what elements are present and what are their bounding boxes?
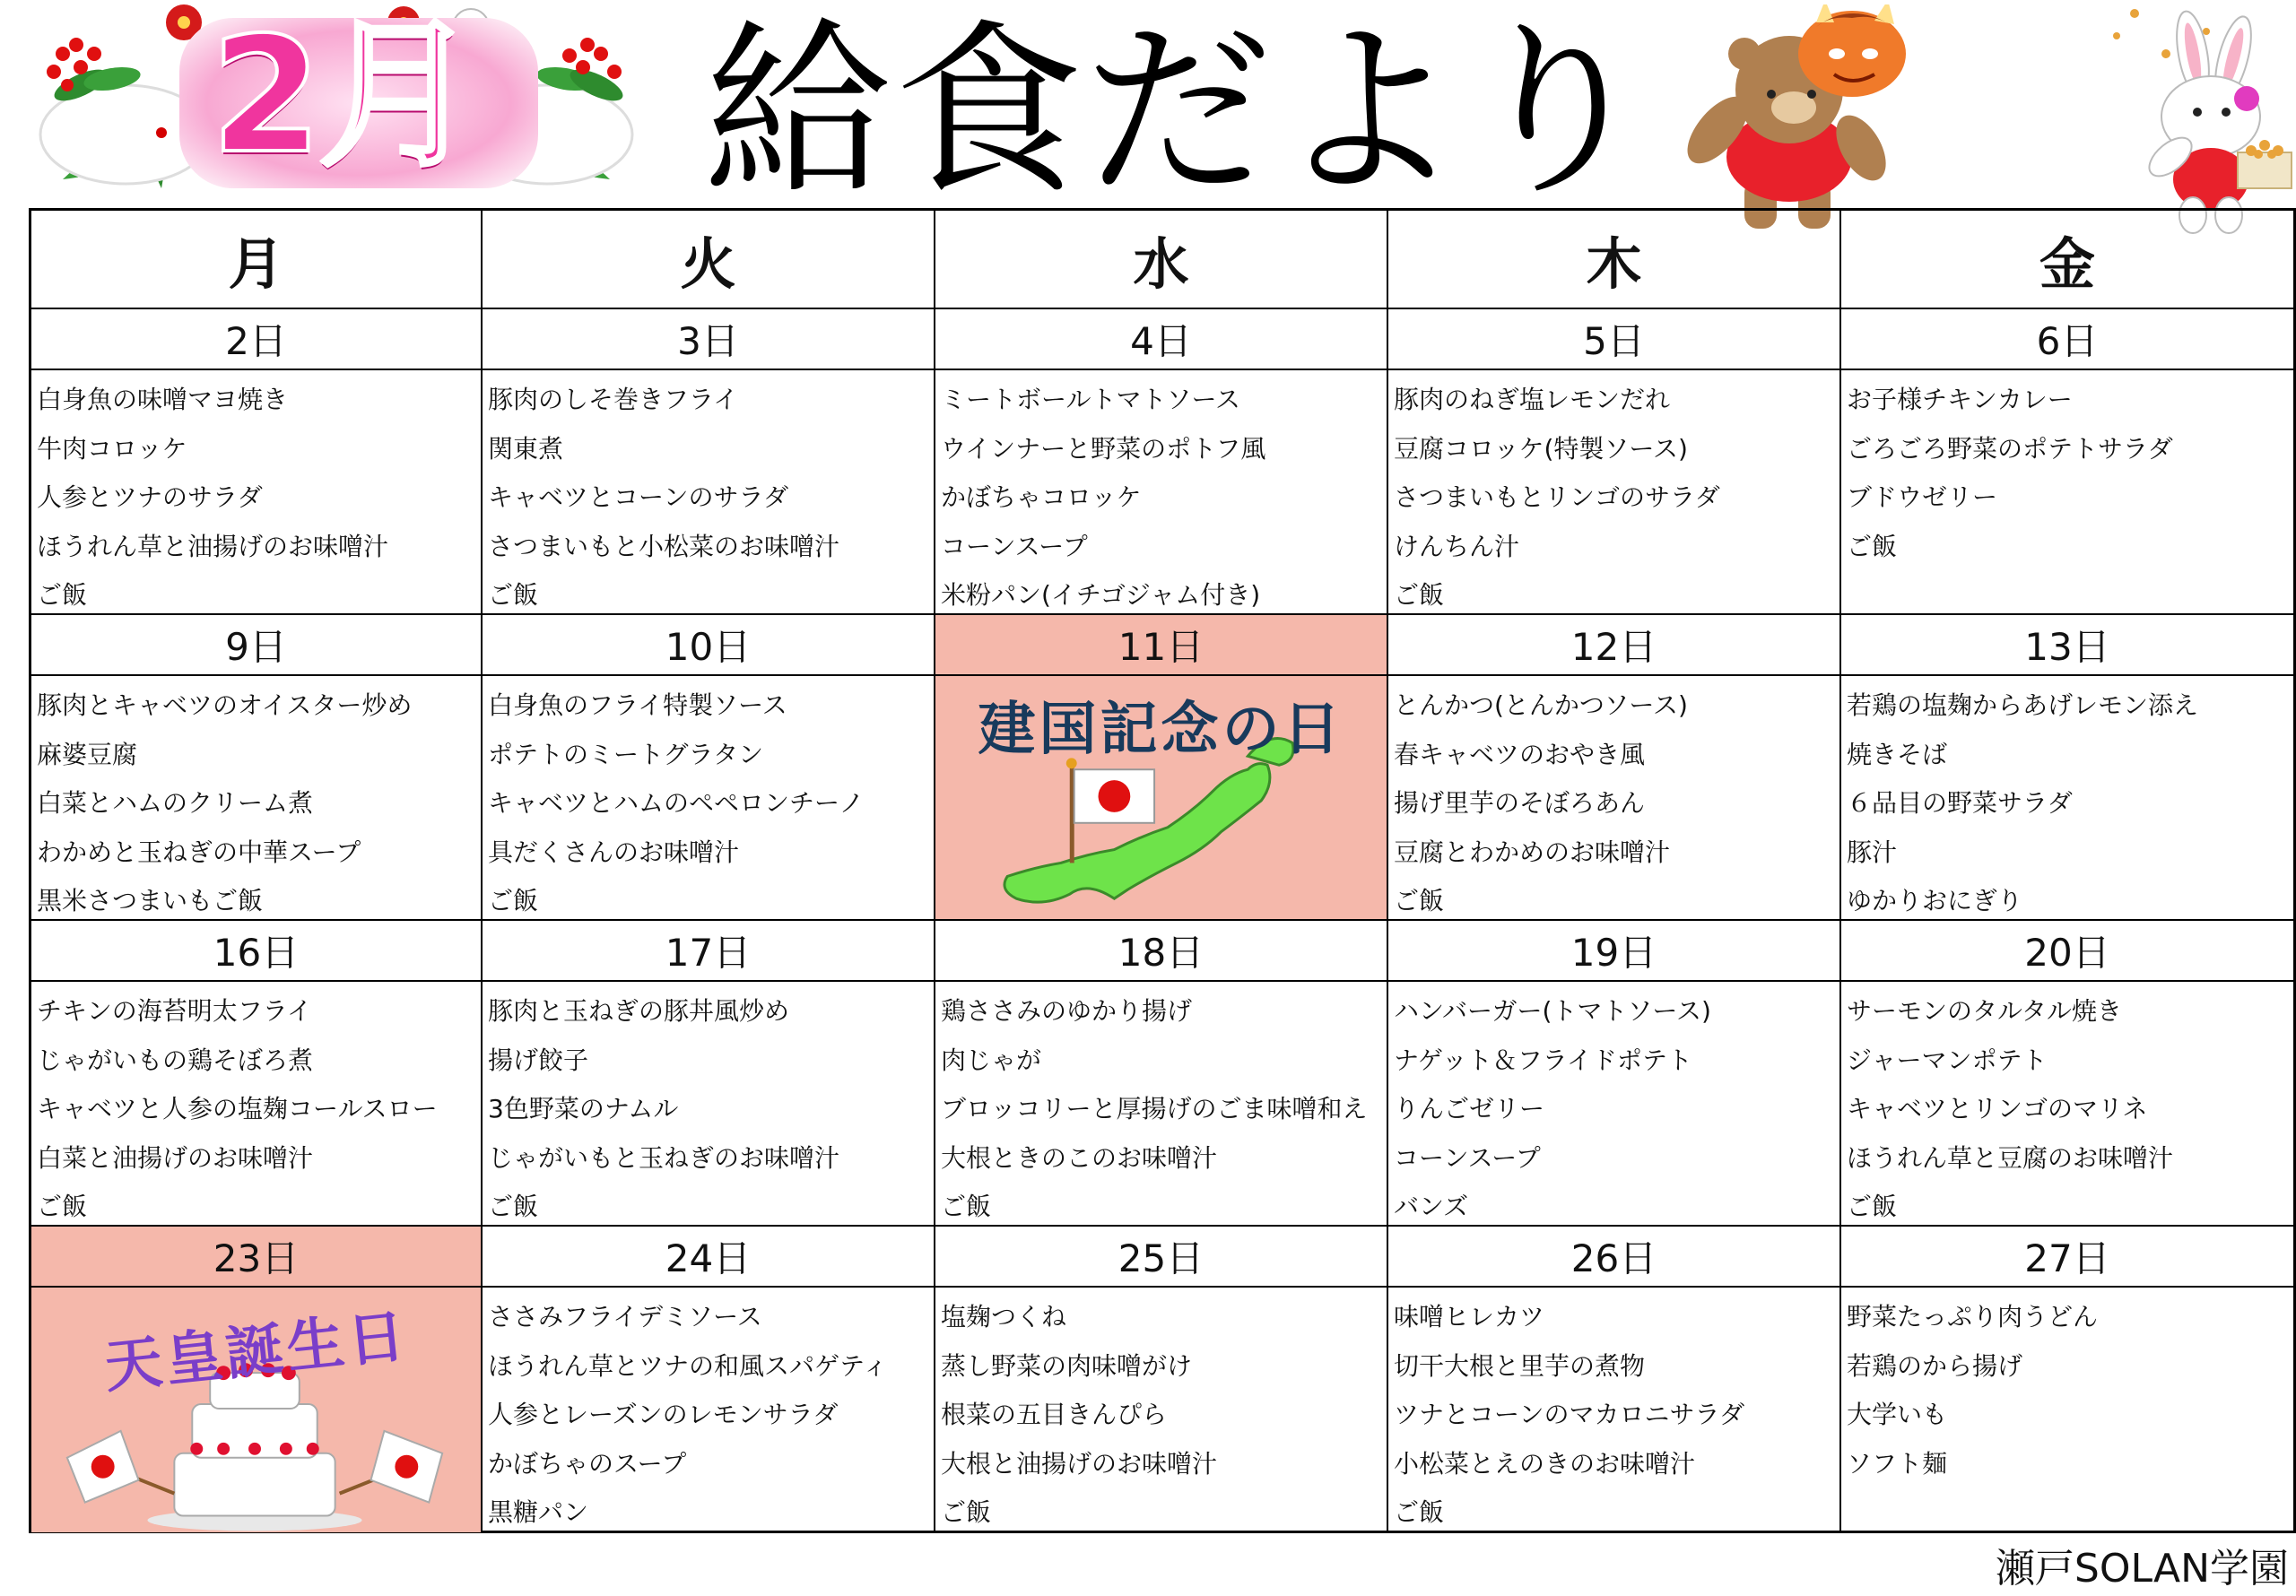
menu-item: ブドウゼリー bbox=[1847, 482, 1998, 512]
menu-item: 揚げ里芋のそぼろあん bbox=[1394, 788, 1646, 818]
menu-item: 小松菜とえのきのお味噌汁 bbox=[1394, 1448, 1696, 1479]
day-menu bbox=[31, 676, 483, 921]
menu-item: 豚肉のしそ巻きフライ bbox=[488, 385, 739, 414]
day-date: 3日 bbox=[483, 309, 935, 370]
menu-item: コーンスープ bbox=[941, 531, 1088, 561]
menu-item: ポテトのミートグラタン bbox=[488, 739, 764, 769]
menu-item: 切干大根と里芋の煮物 bbox=[1394, 1350, 1646, 1381]
menu-item: 牛肉コロッケ bbox=[37, 433, 187, 464]
day-date: 26日 bbox=[1388, 1227, 1841, 1288]
menu-item: 黒米さつまいもご飯 bbox=[37, 886, 264, 915]
menu-list bbox=[1388, 982, 1839, 1227]
menu-item: 根菜の五目きんぴら bbox=[941, 1400, 1168, 1429]
menu-item: 3色野菜のナムル bbox=[488, 1094, 679, 1123]
menu-item: 豚肉のねぎ塩レモンだれ bbox=[1394, 385, 1671, 414]
menu-item: じゃがいもの鶏そぼろ煮 bbox=[37, 1045, 314, 1075]
menu-item: キャベツとハムのペペロンチーノ bbox=[488, 788, 865, 818]
menu-list bbox=[935, 1288, 1387, 1532]
menu-list bbox=[483, 676, 934, 921]
menu-list bbox=[935, 982, 1387, 1227]
menu-item: ツナとコーンのマカロニサラダ bbox=[1394, 1400, 1745, 1429]
school-name: 瀬戸SOLAN学園 bbox=[1995, 1546, 2289, 1592]
holiday-name: 建国記念の日 bbox=[978, 697, 1344, 763]
menu-item: キャベツと人参の塩麹コールスロー bbox=[37, 1094, 438, 1123]
menu-item: ご飯 bbox=[1847, 1192, 1898, 1221]
menu-item: ごろごろ野菜のポテトサラダ bbox=[1847, 433, 2173, 464]
menu-item: チキンの海苔明太フライ bbox=[37, 996, 312, 1026]
menu-item: ご飯 bbox=[941, 1192, 992, 1221]
menu-item: 蒸し野菜の肉味噌がけ bbox=[941, 1350, 1193, 1381]
menu-item: 白菜とハムのクリーム煮 bbox=[37, 788, 314, 818]
menu-item: 関東煮 bbox=[488, 433, 564, 464]
menu-item: ご飯 bbox=[1847, 531, 1898, 561]
menu-item: ほうれん草とツナの和風スパゲティ bbox=[488, 1350, 888, 1381]
menu-list bbox=[1388, 370, 1839, 615]
day-date: 6日 bbox=[1841, 309, 2293, 370]
menu-list bbox=[483, 982, 934, 1227]
menu-item: ほうれん草と豆腐のお味噌汁 bbox=[1847, 1142, 2174, 1173]
menu-item: 人参とツナのサラダ bbox=[37, 482, 263, 512]
menu-list bbox=[1388, 1288, 1839, 1532]
day-date: 18日 bbox=[935, 921, 1388, 982]
menu-item: キャベツとコーンのサラダ bbox=[488, 482, 789, 512]
page-header bbox=[0, 0, 2296, 221]
menu-item: ご飯 bbox=[488, 580, 539, 610]
day-menu bbox=[1841, 1288, 2293, 1532]
menu-item: 豆腐とわかめのお味噌汁 bbox=[1394, 837, 1671, 867]
holiday-illustration bbox=[31, 1288, 483, 1532]
weekday-tuesday: 火 bbox=[483, 211, 935, 309]
day-date: 10日 bbox=[483, 615, 935, 676]
menu-item: 野菜たっぷり肉うどん bbox=[1847, 1302, 2099, 1331]
menu-item: ご飯 bbox=[1394, 1497, 1445, 1527]
menu-item: ナゲット＆フライドポテト bbox=[1394, 1045, 1692, 1075]
menu-item: 豚汁 bbox=[1847, 837, 1898, 867]
holiday-illustration bbox=[935, 676, 1388, 921]
day-date: 20日 bbox=[1841, 921, 2293, 982]
day-menu bbox=[483, 370, 935, 615]
menu-item: わかめと玉ねぎの中華スープ bbox=[37, 837, 361, 867]
menu-item: 揚げ餃子 bbox=[488, 1045, 589, 1075]
day-date: 4日 bbox=[935, 309, 1388, 370]
day-date: 12日 bbox=[1388, 615, 1841, 676]
month-label: 2月 bbox=[211, 3, 474, 188]
menu-item: ミートボールトマトソース bbox=[941, 385, 1241, 414]
menu-item: バンズ bbox=[1394, 1192, 1469, 1221]
menu-list bbox=[483, 370, 934, 615]
menu-item: 大根と油揚げのお味噌汁 bbox=[941, 1448, 1218, 1479]
menu-item: 味噌ヒレカツ bbox=[1394, 1302, 1545, 1331]
menu-item: さつまいもとリンゴのサラダ bbox=[1394, 482, 1720, 512]
menu-item: コーンスープ bbox=[1394, 1142, 1541, 1173]
day-menu bbox=[1388, 1288, 1841, 1532]
menu-item: 若鶏のから揚げ bbox=[1847, 1350, 2023, 1381]
menu-item: けんちん汁 bbox=[1394, 531, 1520, 561]
menu-item: ハンバーガー(トマトソース) bbox=[1394, 996, 1711, 1026]
day-menu bbox=[935, 370, 1388, 615]
menu-item: ご飯 bbox=[488, 1192, 539, 1221]
menu-item: 大根ときのこのお味噌汁 bbox=[941, 1142, 1218, 1173]
day-date: 5日 bbox=[1388, 309, 1841, 370]
menu-item: ジャーマンポテト bbox=[1847, 1045, 2048, 1075]
menu-list bbox=[1841, 982, 2293, 1227]
menu-item: ささみフライデミソース bbox=[488, 1302, 762, 1331]
menu-item: 白身魚のフライ特製ソース bbox=[488, 690, 787, 720]
menu-item: 肉じゃが bbox=[941, 1045, 1042, 1075]
menu-item: さつまいもと小松菜のお味噌汁 bbox=[488, 531, 840, 561]
weekday-wednesday: 水 bbox=[935, 211, 1388, 309]
day-date: 23日 bbox=[31, 1227, 483, 1288]
day-menu bbox=[1388, 982, 1841, 1227]
day-menu bbox=[483, 982, 935, 1227]
day-menu bbox=[1841, 370, 2293, 615]
menu-item: 大学いも bbox=[1847, 1400, 1948, 1429]
menu-list bbox=[1388, 676, 1839, 921]
day-date: 13日 bbox=[1841, 615, 2293, 676]
day-menu bbox=[483, 676, 935, 921]
rabbit-bean-throwing-illustration bbox=[2063, 0, 2296, 238]
day-date: 24日 bbox=[483, 1227, 935, 1288]
menu-item: りんごゼリー bbox=[1394, 1094, 1545, 1123]
menu-item: ウインナーと野菜のポトフ風 bbox=[941, 433, 1266, 464]
day-date: 9日 bbox=[31, 615, 483, 676]
day-menu bbox=[935, 982, 1388, 1227]
menu-item: ソフト麺 bbox=[1847, 1448, 1948, 1479]
menu-list bbox=[31, 370, 481, 615]
menu-item: 豆腐コロッケ(特製ソース) bbox=[1394, 433, 1688, 464]
day-date: 25日 bbox=[935, 1227, 1388, 1288]
menu-item: ゆかりおにぎり bbox=[1847, 886, 2023, 915]
day-menu bbox=[483, 1288, 935, 1532]
menu-item: ご飯 bbox=[37, 580, 88, 610]
menu-item: ご飯 bbox=[37, 1192, 88, 1221]
menu-item: ６品目の野菜サラダ bbox=[1847, 788, 2073, 818]
menu-item: 鶏ささみのゆかり揚げ bbox=[941, 996, 1193, 1026]
holiday-name: 天皇誕生日 bbox=[101, 1303, 413, 1401]
menu-item: ご飯 bbox=[488, 886, 539, 915]
menu-item: かぼちゃコロッケ bbox=[941, 482, 1142, 512]
menu-item: 人参とレーズンのレモンサラダ bbox=[488, 1400, 839, 1429]
day-date: 19日 bbox=[1388, 921, 1841, 982]
menu-item: 若鶏の塩麹からあげレモン添え bbox=[1847, 690, 2199, 720]
menu-item: 黒糖パン bbox=[488, 1497, 589, 1527]
menu-item: ブロッコリーと厚揚げのごま味噌和え bbox=[941, 1094, 1368, 1123]
day-menu bbox=[1841, 982, 2293, 1227]
menu-list bbox=[31, 676, 481, 921]
menu-item: キャベツとリンゴのマリネ bbox=[1847, 1094, 2148, 1123]
menu-item: じゃがいもと玉ねぎのお味噌汁 bbox=[488, 1142, 840, 1173]
day-menu bbox=[31, 982, 483, 1227]
menu-item: 豚肉とキャベツのオイスター炒め bbox=[37, 690, 413, 720]
menu-item: 豚肉と玉ねぎの豚丼風炒め bbox=[488, 996, 790, 1026]
calendar-grid bbox=[31, 211, 2293, 1531]
menu-item: 白身魚の味噌マヨ焼き bbox=[37, 385, 289, 414]
menu-item: 具だくさんのお味噌汁 bbox=[488, 837, 740, 867]
bear-oni-illustration bbox=[1659, 4, 1946, 242]
menu-item: 塩麹つくね bbox=[941, 1302, 1067, 1331]
menu-list bbox=[31, 982, 481, 1227]
menu-list bbox=[483, 1288, 934, 1532]
day-date: 27日 bbox=[1841, 1227, 2293, 1288]
menu-item: かぼちゃのスープ bbox=[488, 1448, 687, 1479]
day-date: 16日 bbox=[31, 921, 483, 982]
menu-item: 白菜と油揚げのお味噌汁 bbox=[37, 1142, 314, 1173]
menu-list bbox=[1841, 370, 2293, 571]
weekday-thursday: 木 bbox=[1388, 211, 1841, 309]
day-menu bbox=[1388, 676, 1841, 921]
menu-item: ご飯 bbox=[1394, 886, 1445, 915]
menu-item: 米粉パン(イチゴジャム付き) bbox=[941, 580, 1261, 610]
menu-list bbox=[1841, 676, 2293, 921]
day-menu bbox=[935, 1288, 1388, 1532]
day-date: 2日 bbox=[31, 309, 483, 370]
menu-item: とんかつ(とんかつソース) bbox=[1394, 690, 1688, 720]
menu-item: 焼きそば bbox=[1847, 739, 1948, 769]
menu-list bbox=[935, 370, 1387, 615]
weekday-friday: 金 bbox=[1841, 211, 2293, 309]
page-title: 給食だより bbox=[704, 2, 1656, 221]
menu-item: 春キャベツのおやき風 bbox=[1394, 739, 1646, 769]
menu-item: お子様チキンカレー bbox=[1847, 385, 2073, 414]
menu-item: ご飯 bbox=[941, 1497, 992, 1527]
menu-item: 麻婆豆腐 bbox=[37, 739, 138, 769]
day-date: 17日 bbox=[483, 921, 935, 982]
menu-item: サーモンのタルタル焼き bbox=[1847, 996, 2122, 1026]
month-decoration bbox=[27, 0, 646, 197]
weekday-monday: 月 bbox=[31, 211, 483, 309]
day-menu bbox=[1388, 370, 1841, 615]
menu-item: ほうれん草と油揚げのお味噌汁 bbox=[37, 531, 389, 561]
lunch-calendar bbox=[29, 208, 2296, 1533]
menu-list bbox=[1841, 1288, 2293, 1488]
day-menu bbox=[31, 370, 483, 615]
day-menu bbox=[1841, 676, 2293, 921]
menu-item: ご飯 bbox=[1394, 580, 1445, 610]
day-date: 11日 bbox=[935, 615, 1388, 676]
